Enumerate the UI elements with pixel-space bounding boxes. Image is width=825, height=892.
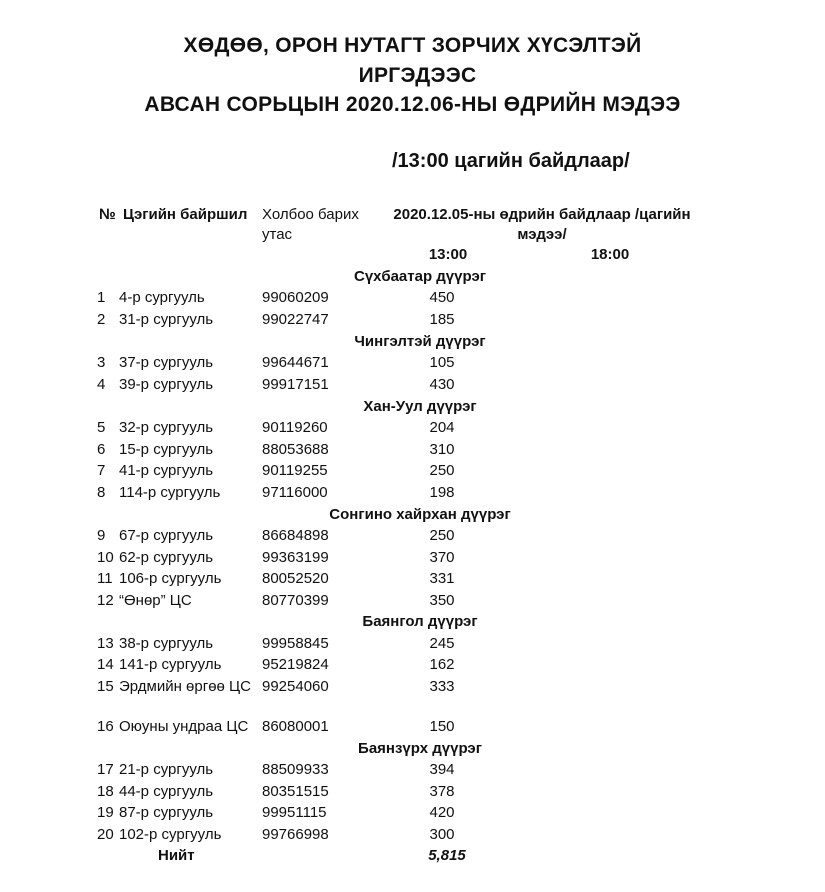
row-number: 16 bbox=[97, 718, 114, 735]
row-value-1300: 430 bbox=[429, 376, 455, 393]
row-phone: 99644671 bbox=[262, 354, 329, 371]
table-row bbox=[0, 716, 825, 737]
row-number: 9 bbox=[97, 527, 106, 544]
row-number: 20 bbox=[97, 826, 114, 843]
row-location: 67-р сургууль bbox=[119, 527, 214, 544]
row-location: 21-р сургууль bbox=[119, 761, 214, 778]
row-phone: 99958845 bbox=[262, 635, 329, 652]
table-row bbox=[0, 287, 825, 308]
row-value-1300: 333 bbox=[429, 678, 455, 695]
table-row bbox=[0, 439, 825, 460]
row-phone: 80351515 bbox=[262, 783, 329, 800]
row-number: 2 bbox=[97, 311, 106, 328]
row-value-1300: 310 bbox=[429, 441, 455, 458]
row-location: Оюуны ундраа ЦС bbox=[119, 718, 249, 735]
district-heading: Баянгол дүүрэг bbox=[362, 613, 478, 630]
row-location: Эрдмийн өргөө ЦС bbox=[119, 678, 251, 695]
row-phone: 88509933 bbox=[262, 761, 329, 778]
row-phone: 90119255 bbox=[262, 462, 328, 479]
row-location: 102-р сургууль bbox=[119, 826, 222, 843]
row-location: 62-р сургууль bbox=[119, 549, 214, 566]
row-value-1300: 204 bbox=[429, 419, 455, 436]
row-number: 6 bbox=[97, 441, 106, 458]
table-row bbox=[0, 482, 825, 503]
row-location: 106-р сургууль bbox=[119, 570, 222, 587]
row-phone: 99766998 bbox=[262, 826, 329, 843]
row-value-1300: 250 bbox=[429, 527, 455, 544]
title-line-2: ИРГЭДЭЭС bbox=[358, 64, 477, 87]
row-number: 18 bbox=[97, 783, 114, 800]
row-number: 17 bbox=[97, 761, 114, 778]
row-number: 8 bbox=[97, 484, 106, 501]
district-heading: Хан-Уул дүүрэг bbox=[363, 398, 477, 415]
row-phone: 90119260 bbox=[262, 419, 328, 436]
table-row bbox=[0, 417, 825, 438]
row-phone: 95219824 bbox=[262, 656, 329, 673]
header-phone: Холбоо барих утас bbox=[262, 206, 359, 243]
row-value-1300: 162 bbox=[429, 656, 455, 673]
table-row bbox=[0, 802, 825, 823]
row-number: 10 bbox=[97, 549, 114, 566]
row-location: 4-р сургууль bbox=[119, 289, 205, 306]
district-heading: Чингэлтэй дүүрэг bbox=[354, 333, 486, 350]
row-number: 5 bbox=[97, 419, 106, 436]
row-value-1300: 250 bbox=[429, 462, 455, 479]
row-number: 14 bbox=[97, 656, 114, 673]
row-value-1300: 105 bbox=[429, 354, 455, 371]
row-value-1300: 394 bbox=[429, 761, 455, 778]
district-heading: Баянзүрх дүүрэг bbox=[358, 740, 482, 757]
row-location: 15-р сургууль bbox=[119, 441, 214, 458]
row-phone: 99951115 bbox=[262, 804, 327, 821]
row-value-1300: 450 bbox=[429, 289, 455, 306]
row-location: 141-р сургууль bbox=[119, 656, 222, 673]
row-location: “Өнөр” ЦС bbox=[119, 592, 192, 609]
row-value-1300: 300 bbox=[429, 826, 455, 843]
table-row bbox=[0, 547, 825, 568]
table-row bbox=[0, 460, 825, 481]
row-value-1300: 378 bbox=[429, 783, 455, 800]
row-number: 13 bbox=[97, 635, 114, 652]
district-heading: Сүхбаатар дүүрэг bbox=[354, 268, 486, 285]
row-number: 11 bbox=[97, 570, 113, 587]
table-row bbox=[0, 374, 825, 395]
row-location: 38-р сургууль bbox=[119, 635, 214, 652]
header-time-1300: 13:00 bbox=[428, 246, 468, 263]
row-phone: 99022747 bbox=[262, 311, 329, 328]
report-time-subtitle: /13:00 цагийн байдлаар/ bbox=[392, 150, 630, 172]
table-row bbox=[0, 781, 825, 802]
title-line-1: ХӨДӨӨ, ОРОН НУТАГТ ЗОРЧИХ ХҮСЭЛТЭЙ bbox=[183, 34, 642, 57]
row-number: 19 bbox=[97, 804, 114, 821]
row-location: 31-р сургууль bbox=[119, 311, 214, 328]
row-location: 44-р сургууль bbox=[119, 783, 214, 800]
table-row bbox=[0, 654, 825, 675]
row-location: 41-р сургууль bbox=[119, 462, 214, 479]
table-row bbox=[0, 309, 825, 330]
row-location: 87-р сургууль bbox=[119, 804, 214, 821]
header-location: Цэгийн байршил bbox=[123, 206, 248, 223]
row-location: 37-р сургууль bbox=[119, 354, 214, 371]
row-phone: 88053688 bbox=[262, 441, 329, 458]
table-row bbox=[0, 590, 825, 611]
header-date-info: 2020.12.05-ны өдрийн байдлаар /цагийн мэдээ/ bbox=[393, 206, 691, 243]
table-row bbox=[0, 633, 825, 654]
table-row bbox=[0, 525, 825, 546]
row-number: 3 bbox=[97, 354, 106, 371]
header-number: № bbox=[99, 206, 116, 223]
table-row bbox=[0, 568, 825, 589]
header-time-1800: 18:00 bbox=[590, 246, 630, 263]
row-phone: 99917151 bbox=[262, 376, 329, 393]
row-number: 1 bbox=[97, 289, 106, 306]
row-location: 32-р сургууль bbox=[119, 419, 214, 436]
row-number: 7 bbox=[97, 462, 106, 479]
total-row bbox=[0, 845, 825, 866]
row-value-1300: 150 bbox=[429, 718, 455, 735]
row-value-1300: 331 bbox=[429, 570, 455, 587]
row-phone: 86080001 bbox=[262, 718, 329, 735]
row-phone: 80770399 bbox=[262, 592, 329, 609]
row-location: 114-р сургууль bbox=[119, 484, 221, 501]
total-value: 5,815 bbox=[428, 847, 466, 864]
district-heading: Сонгино хайрхан дүүрэг bbox=[329, 506, 511, 523]
row-phone: 99254060 bbox=[262, 678, 329, 695]
row-location: 39-р сургууль bbox=[119, 376, 214, 393]
row-number: 15 bbox=[97, 678, 114, 695]
table-row bbox=[0, 676, 825, 718]
row-phone: 86684898 bbox=[262, 527, 329, 544]
row-phone: 80052520 bbox=[262, 570, 329, 587]
row-phone: 97116000 bbox=[262, 484, 328, 501]
table-row bbox=[0, 824, 825, 845]
total-label: Нийт bbox=[158, 847, 195, 864]
row-value-1300: 370 bbox=[429, 549, 455, 566]
table-row bbox=[0, 352, 825, 373]
row-value-1300: 350 bbox=[429, 592, 455, 609]
row-value-1300: 185 bbox=[429, 311, 455, 328]
row-value-1300: 245 bbox=[429, 635, 455, 652]
row-phone: 99363199 bbox=[262, 549, 329, 566]
title-line-3: АВСАН СОРЬЦЫН 2020.12.06-НЫ ӨДРИЙН МЭДЭЭ bbox=[144, 93, 681, 116]
row-value-1300: 198 bbox=[429, 484, 455, 501]
row-number: 12 bbox=[97, 592, 114, 609]
row-number: 4 bbox=[97, 376, 106, 393]
row-value-1300: 420 bbox=[429, 804, 455, 821]
row-phone: 99060209 bbox=[262, 289, 329, 306]
table-row bbox=[0, 759, 825, 780]
